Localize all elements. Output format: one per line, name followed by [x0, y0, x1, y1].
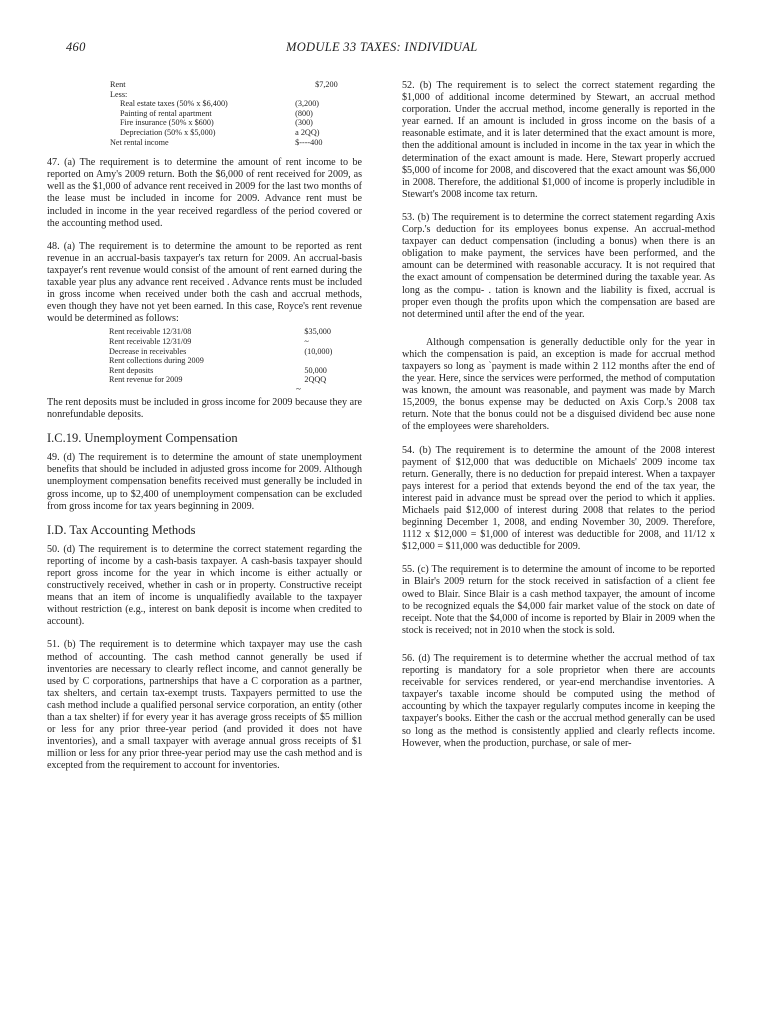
table-row: [109, 366, 362, 376]
revenue-label: Rent collections during 2009: [109, 356, 204, 366]
table-row: [109, 356, 362, 366]
revenue-value: ~: [304, 336, 309, 346]
revenue-value: $35,000: [304, 327, 331, 337]
expense-value: a 2QQ): [295, 127, 320, 137]
table-row: [110, 109, 362, 119]
answer-49: 49. (d) The requirement is to determine the amount of state unemployment benefits that should be included in adjusted gross income for 2009. Although unemployment compensation benefits received must generally be included in gross income, up to $2,400 of unemployment compensation can be excluded from gross income for tax years beginning in 2009.: [47, 452, 362, 512]
expense-label: Painting of rental apartment: [120, 108, 212, 118]
rent-label: Rent: [110, 80, 126, 89]
table-row: [110, 118, 362, 128]
table-row: [110, 80, 362, 90]
right-column: [402, 80, 715, 761]
rent-revenue-table: [109, 327, 362, 385]
revenue-label: Decrease in receivables: [109, 346, 187, 356]
section-heading-accounting-methods: I.D. Tax Accounting Methods: [47, 522, 196, 537]
revenue-value: [304, 356, 362, 366]
expense-value: (300): [295, 118, 313, 128]
answer-56: 56. (d) The requirement is to determine whether the accrual method of tax reporting is mandatory for a sole proprietor when there are accounts receivable for services rendered, or year-end merchandise inventories. A taxpayer's taxable income should be computed using the method of accounting by which the taxpayer regularly computes income in keeping the taxpayer's books. Either the cash or the accrual method generally can be used so long as the method is consistently applied and clearly reflects income. However, when the production, purchase, or sale of mer-: [402, 652, 715, 749]
page-header: [66, 40, 716, 58]
answer-51: 51. (b) The requirement is to determine which taxpayer may use the cash method of accounting. The cash method cannot generally be used if inventories are necessary to clearly reflect income, and cannot generally be used by C corporations, partnerships that have a C corporation as a partner, tax shelters, and certain tax-exempt trusts. Taxpayers permitted to use the cash method include a qualified personal service corporation, an entity (other than a tax shelter) if for every year it has average gross receipts of $5 million or less for any prior three-year period (and provided it does not have inventories), and a small taxpayer with average annual gross receipts of $1 million or less for any prior three-year period may use the cash method and is excepted from the requirement to account for inventories.: [47, 639, 362, 772]
revenue-value: 2QQQ: [304, 375, 327, 385]
expense-label: Real estate taxes (50% x $6,400): [120, 99, 228, 109]
net-income-value: $----400: [295, 137, 323, 147]
answer-54: 54. (b) The requirement is to determine the amount of the 2008 interest payment of $12,000 that was deductible on Michaels' 2009 income tax return. Generally, there is no deduction for prepaid interest. When a taxpayer pays interest for a period that extends beyond the end of the tax year, the interest paid in advance must be spread over the period to which it applies. Michaels paid $12,000 of interest during 2008 that relates to the period beginning December 1, 2008, and ending November 30, 2009. Therefore, 1112 x $12,000 = $1,000 of interest was deductible for 2008, and 11/12 x $12,000 = $11,000 was deductible for 2009.: [402, 444, 715, 553]
section-heading-unemployment: I.C.19. Unemployment Compensation: [47, 431, 238, 446]
expense-label: Depreciation (50% x $5,000): [120, 127, 216, 137]
table-row: [110, 128, 362, 138]
table-row: [110, 90, 362, 100]
answer-50: 50. (d) The requirement is to determine the correct statement regarding the reporting of income by a cash-basis taxpayer. A cash-basis taxpayer should report gross income for the year in which income is either actually or constructively received, whether in cash or in property. Constructive receipt means that an item of income is unqualifiedly available to the taxpayer without restriction (e.g., interest on bank deposit is income when credited to account).: [47, 543, 362, 628]
expense-value: (3,200): [295, 99, 320, 109]
revenue-value: (10,000): [304, 346, 333, 356]
revenue-label: Rent receivable 12/31/08: [109, 327, 192, 337]
answer-48: 48. (a) The requirement is to determine the amount to be reported as rent revenue in an accrual-basis taxpayer's tax return for 2009. An accrual-basis taxpayer's rent revenue would consist of the amount of rent earned during the taxable year plus any advance rent received . Advance rents must be included in gross income when received under both the cash and accrual methods, even though they have not yet been earned. In this case, Royce's rent revenue would be determined as follows:: [47, 240, 362, 325]
expense-label: Fire insurance (50% x $600): [120, 118, 214, 128]
answer-48-note: The rent deposits must be included in gross income for 2009 because they are nonrefundable deposits.: [47, 396, 362, 421]
answer-53-continued: Although compensation is generally deductible only for the year in which the compensation is paid, an exception is made for accrual method taxpayers so long as `payment is made within 2 112 months after the end of the year. Here, since the services were performed, the method of computation was known, the amount was reasonable, and payment was made by March 15,2009, the bonus expense may be deducted on Axis Corp.'s 2008 tax return. Note that the bonus could not be a disguised dividend bec ause none of the employees were shareholders.: [402, 336, 715, 433]
expense-value: (800): [295, 108, 313, 118]
table-row: [109, 337, 362, 347]
table-tilde: ~: [296, 383, 301, 394]
table-row: [109, 347, 362, 357]
page-number: 460: [66, 40, 86, 54]
rent-income-table: [110, 80, 362, 147]
answer-55: 55. (c) The requirement is to determine the amount of income to be reported in Blair's 2009 return for the stock received in satisfaction of a client fee owed to Blair. Since Blair is a cash method taxpayer, the amount of income to be recognized equals the $4,000 fair market value of the stock on date of receipt. Note that the $4,000 of income is reported by Blair in 2009 when the stock is received; not in 2010 when the stock is sold.: [402, 564, 715, 636]
revenue-label: Rent revenue for 2009: [109, 375, 183, 385]
table-row: [109, 375, 362, 385]
revenue-label: Rent deposits: [109, 365, 154, 375]
table-row: [110, 99, 362, 109]
revenue-label: Rent receivable 12/31/09: [109, 336, 192, 346]
less-label: Less:: [110, 89, 128, 99]
net-income-label: Net rental income: [110, 137, 169, 147]
left-column: [47, 80, 362, 783]
rent-value: $7,200: [315, 80, 338, 89]
table-row: [109, 327, 362, 337]
answer-47: 47. (a) The requirement is to determine the amount of rent income to be reported on Amy's 2009 return. Both the $6,000 of rent received for 2009, as well as the $1,000 of advance rent received in 2009 for the last two months of the lease must be included in income for 2009. Advance rent must be included in income in the year received regardless of the period covered or the accounting method used.: [47, 157, 362, 229]
answer-53: 53. (b) The requirement is to determine the correct statement regarding Axis Corp.'s deduction for its employees bonus expense. An accrual-method taxpayer can deduct compensation (including a bonus) when there is an obligation to make payment, the services have been performed, and the amount can be determined with reasonable accuracy. It is not required that the exact amount of compensation be determined during the taxable year. As long as the compu- . tation is known and the liability is fixed, accrual is proper even though the profits upon which the compensation are based are not determined until after the end of the year.: [402, 211, 715, 320]
answer-52: 52. (b) The requirement is to select the correct statement regarding the $1,000 of additional income determined by Stewart, an accrual method corporation. Under the accrual method, income generally is reported in the year earned. If an amount is included in gross income on the basis of a reasonable estimate, and it is later determined that the exact amount is more, then the additional amount is included in income in the tax year in which the determination of the exact amount is made. Here, Stewart properly accrued $5,000 of income for 2008, and discovered that the exact amount was $6,000 in 2008. Therefore, the additional $1,000 of income is properly includible in Stewart's 2008 income tax return.: [402, 80, 715, 200]
running-title: MODULE 33 TAXES: INDIVIDUAL: [286, 40, 478, 54]
table-row: [110, 138, 362, 148]
revenue-value: 50,000: [304, 365, 327, 375]
